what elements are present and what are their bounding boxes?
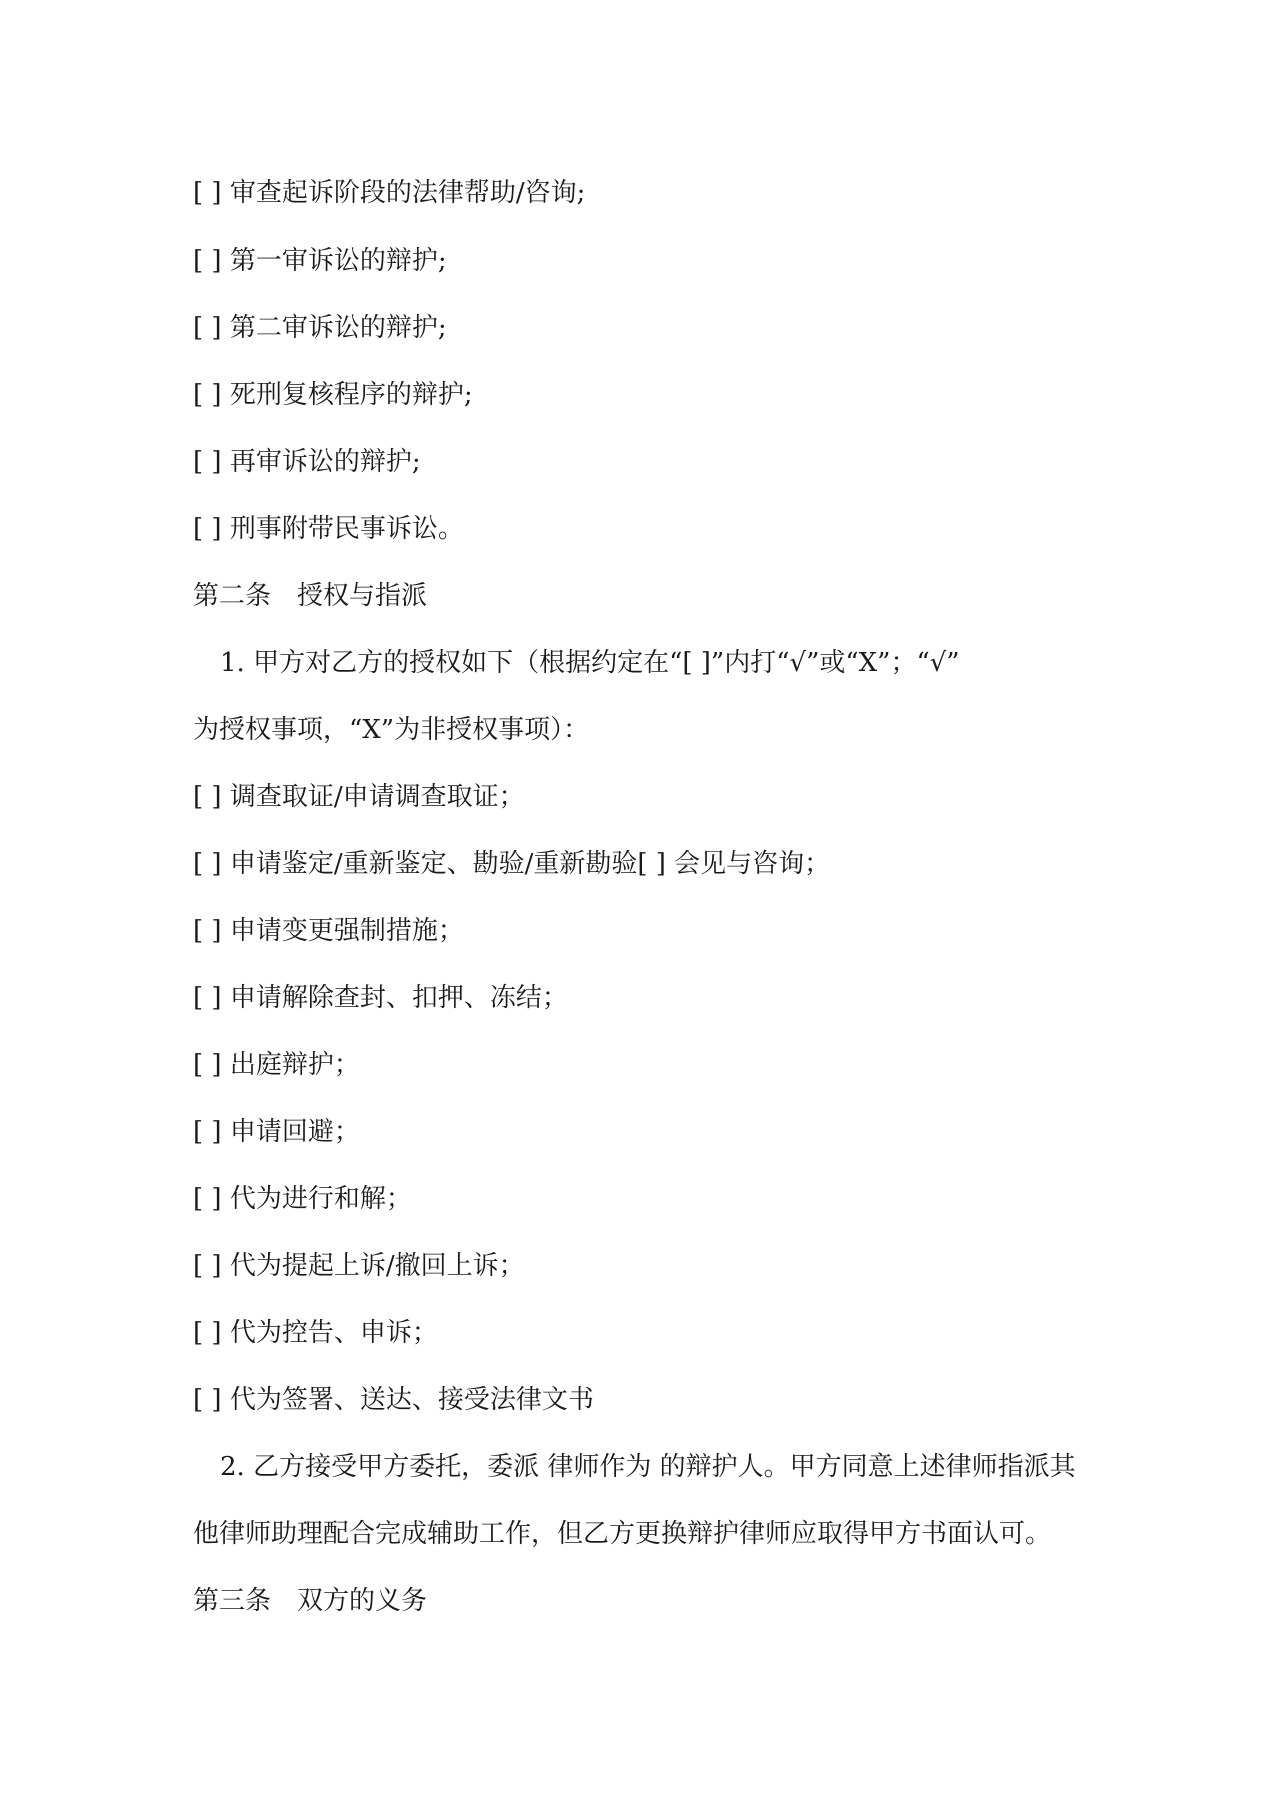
auth-item-change-measures: [ ] 申请变更强制措施； xyxy=(193,916,464,946)
section-heading-article-2: 第二条 授权与指派 xyxy=(193,581,428,611)
auth-item-investigation: [ ] 调查取证/申请调查取证； xyxy=(193,782,525,812)
scope-item-second-instance: [ ] 第二审诉讼的辩护; xyxy=(193,313,447,343)
scope-item-death-penalty-review: [ ] 死刑复核程序的辩护; xyxy=(193,380,473,410)
scope-item-retrial: [ ] 再审诉讼的辩护; xyxy=(193,447,421,477)
paragraph-assignment: 2. 乙方接受甲方委托，委派 律师作为 的辩护人。甲方同意上述律师指派其 xyxy=(220,1452,1076,1482)
auth-item-appraisal-meeting: [ ] 申请鉴定/重新鉴定、勘验/重新勘验[ ] 会见与咨询； xyxy=(193,849,831,879)
scope-item-first-instance: [ ] 第一审诉讼的辩护; xyxy=(193,246,447,276)
auth-item-release-seizure: [ ] 申请解除查封、扣押、冻结； xyxy=(193,983,568,1013)
paragraph-authorization-intro: 1. 甲方对乙方的授权如下（根据约定在“[ ]”内打“√”或“X”；“√” xyxy=(220,648,960,678)
auth-item-complaint: [ ] 代为控告、申诉； xyxy=(193,1318,438,1348)
paragraph-authorization-intro-cont: 为授权事项，“X”为非授权事项）： xyxy=(193,715,590,745)
paragraph-assignment-cont: 他律师助理配合完成辅助工作，但乙方更换辩护律师应取得甲方书面认可。 xyxy=(193,1519,1052,1549)
auth-item-recusal: [ ] 申请回避； xyxy=(193,1117,360,1147)
auth-item-legal-documents: [ ] 代为签署、送达、接受法律文书 xyxy=(193,1385,594,1415)
scope-item-review-prosecution: [ ] 审查起诉阶段的法律帮助/咨询; xyxy=(193,178,586,208)
auth-item-appeal: [ ] 代为提起上诉/撤回上诉； xyxy=(193,1251,525,1281)
section-heading-article-3: 第三条 双方的义务 xyxy=(193,1586,428,1616)
scope-item-civil-incidental: [ ] 刑事附带民事诉讼。 xyxy=(193,514,464,544)
auth-item-court-defense: [ ] 出庭辩护； xyxy=(193,1050,360,1080)
auth-item-settlement: [ ] 代为进行和解； xyxy=(193,1184,412,1214)
